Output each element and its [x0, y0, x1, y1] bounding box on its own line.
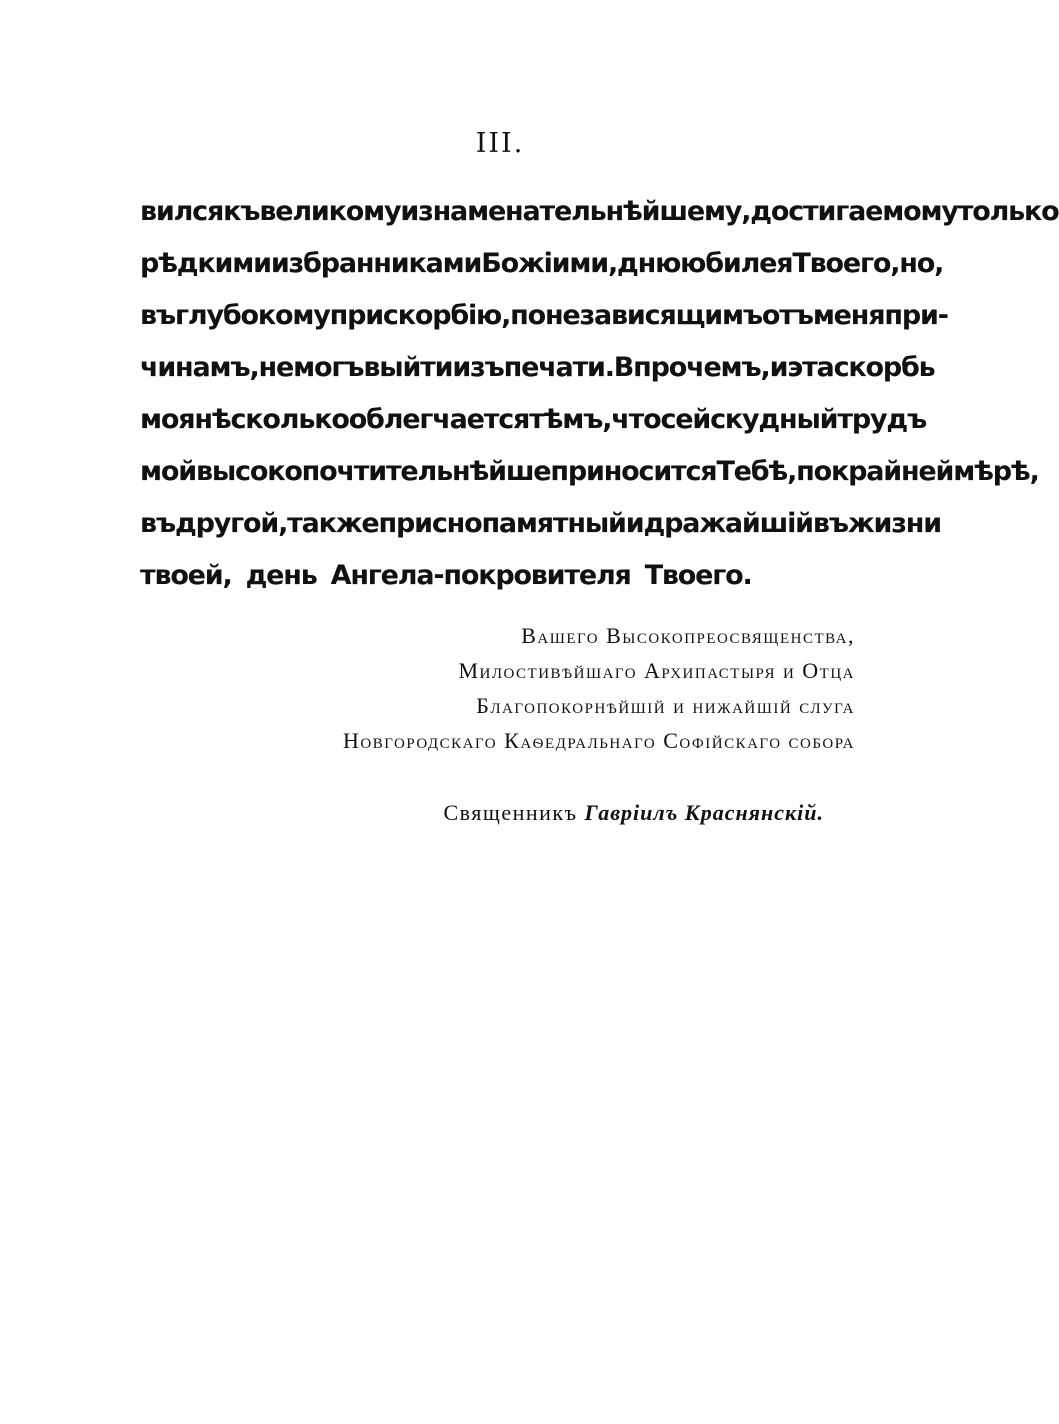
body-word: независящимъ [544, 300, 762, 331]
body-line [140, 498, 941, 550]
body-word: но, [899, 248, 944, 279]
body-word: Твоего. [644, 560, 752, 591]
body-word: глубокому [174, 300, 330, 331]
closing-line: Благопокорнѣйшій и нижайшій слуга [476, 693, 855, 718]
body-word: по [796, 456, 831, 487]
body-word: что [611, 404, 661, 435]
body-word: юбилея [680, 248, 793, 279]
closing-line: Милостивѣйшаго Архипастыря и Отца [458, 658, 855, 683]
body-word: меня [812, 300, 885, 331]
body-word: въ [812, 508, 848, 539]
body-word: скудный [710, 404, 838, 435]
body-word: Твоего, [792, 248, 900, 279]
body-word: къ [223, 196, 260, 227]
body-word: приснопамятный [378, 508, 626, 539]
signature-title: Священникъ [443, 800, 578, 825]
body-line [140, 550, 865, 602]
body-word: Божіими, [481, 248, 618, 279]
body-word: жизни [847, 508, 941, 539]
body-word: въ [140, 508, 175, 539]
body-word: при- [884, 300, 948, 331]
body-word: день [245, 560, 317, 591]
body-word: вился [140, 196, 224, 227]
body-word: избранниками [270, 248, 482, 279]
body-word: и [769, 352, 788, 383]
body-word: и [400, 196, 419, 227]
body-paragraph [140, 186, 1059, 602]
body-word: мѣрѣ, [953, 456, 1039, 487]
body-word: сей [660, 404, 711, 435]
body-word: Ангела-покровителя [330, 560, 631, 591]
body-word: прискорбію, [329, 300, 511, 331]
body-word: знаменательнѣйшему, [418, 196, 751, 227]
body-word: дражайшій [643, 508, 813, 539]
body-word: тѣмъ, [529, 404, 612, 435]
body-word: достигаемому [750, 196, 958, 227]
body-word: моя [140, 404, 195, 435]
body-word: только [957, 196, 1059, 227]
body-word: твоей, [140, 560, 232, 591]
body-line [140, 186, 1059, 238]
body-word: Впрочемъ, [613, 352, 770, 383]
body-line [140, 238, 944, 290]
body-line [140, 394, 927, 446]
body-word: рѣдкими [140, 248, 271, 279]
body-word: мой [140, 456, 196, 487]
body-line [140, 290, 948, 342]
body-word: по [510, 300, 545, 331]
body-word: трудъ [837, 404, 927, 435]
signature-name: Гавріилъ Краснянскій. [584, 800, 824, 825]
page-number: III. [475, 128, 525, 159]
body-word: великому [259, 196, 401, 227]
body-word: дню [617, 248, 681, 279]
body-word: приносится [550, 456, 717, 487]
body-word: облегчается [348, 404, 530, 435]
body-word: въ [140, 300, 175, 331]
closing-line: Новгородскаго Каѳедральнаго Софійскаго собора [342, 728, 855, 753]
body-word: нѣсколько [194, 404, 349, 435]
closing-line: Вашего Высокопреосвященства, [521, 623, 855, 648]
closing-salutation [343, 618, 855, 758]
body-line [140, 446, 1039, 498]
body-word: крайней [830, 456, 954, 487]
body-word: и [625, 508, 644, 539]
body-word: другой, [174, 508, 288, 539]
body-word: отъ [761, 300, 813, 331]
body-word: эта [787, 352, 834, 383]
body-word: изъ [452, 352, 504, 383]
body-word: также [287, 508, 379, 539]
body-word: печати. [503, 352, 614, 383]
body-line [140, 342, 935, 394]
body-word: не [258, 352, 294, 383]
body-word: выйти [363, 352, 453, 383]
body-word: чинамъ, [140, 352, 259, 383]
body-word: скорбь [833, 352, 935, 383]
body-word: Тебѣ, [716, 456, 797, 487]
body-word: высокопочтительнѣйше [195, 456, 551, 487]
body-word: могъ [293, 352, 364, 383]
signature [444, 800, 825, 826]
